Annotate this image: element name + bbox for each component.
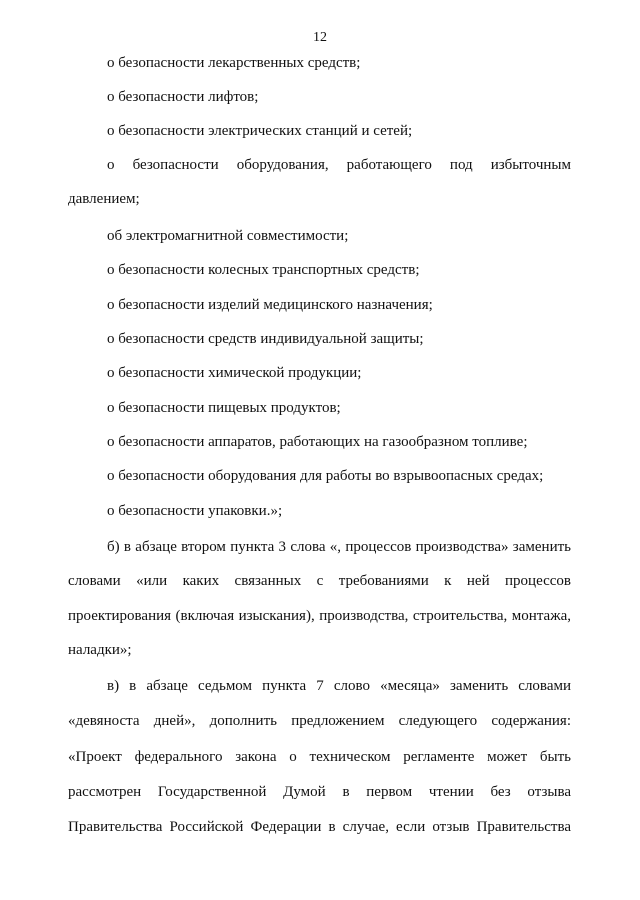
paragraph-line: «Проект федерального закона о техническом регламенте может быть [68,749,571,765]
paragraph-line: рассмотрен Государственной Думой в первом чтении без отзыва [68,784,571,800]
list-item: о безопасности оборудования, работающего под избыточным [107,157,571,173]
paragraph-line: наладки»; [68,642,132,658]
list-item: об электромагнитной совместимости; [107,228,349,244]
list-item: о безопасности лифтов; [107,89,259,105]
paragraph-line: Правительства Российской Федерации в случае, если отзыв Правительства [68,819,571,835]
list-item: о безопасности аппаратов, работающих на газообразном топливе; [107,434,528,450]
paragraph-line: «девяноста дней», дополнить предложением следующего содержания: [68,713,571,729]
list-item: о безопасности пищевых продуктов; [107,400,341,416]
list-item: о безопасности колесных транспортных средств; [107,262,420,278]
page-number: 12 [313,30,327,45]
paragraph-line: словами «или каких связанных с требованиями к ней процессов [68,573,571,589]
list-item: о безопасности изделий медицинского назначения; [107,297,433,313]
list-item: о безопасности упаковки.»; [107,503,283,519]
paragraph-line: б) в абзаце втором пункта 3 слова «, процессов производства» заменить [107,539,571,555]
paragraph-line: в) в абзаце седьмом пункта 7 слово «месяца» заменить словами [107,678,571,694]
list-item: о безопасности средств индивидуальной защиты; [107,331,424,347]
list-item: о безопасности лекарственных средств; [107,55,361,71]
list-item: о безопасности электрических станций и сетей; [107,123,413,139]
list-item: о безопасности химической продукции; [107,365,362,381]
list-item: о безопасности оборудования для работы во взрывоопасных средах; [107,468,544,484]
paragraph-line: проектирования (включая изыскания), производства, строительства, монтажа, [68,608,571,624]
list-item-continuation: давлением; [68,191,140,207]
